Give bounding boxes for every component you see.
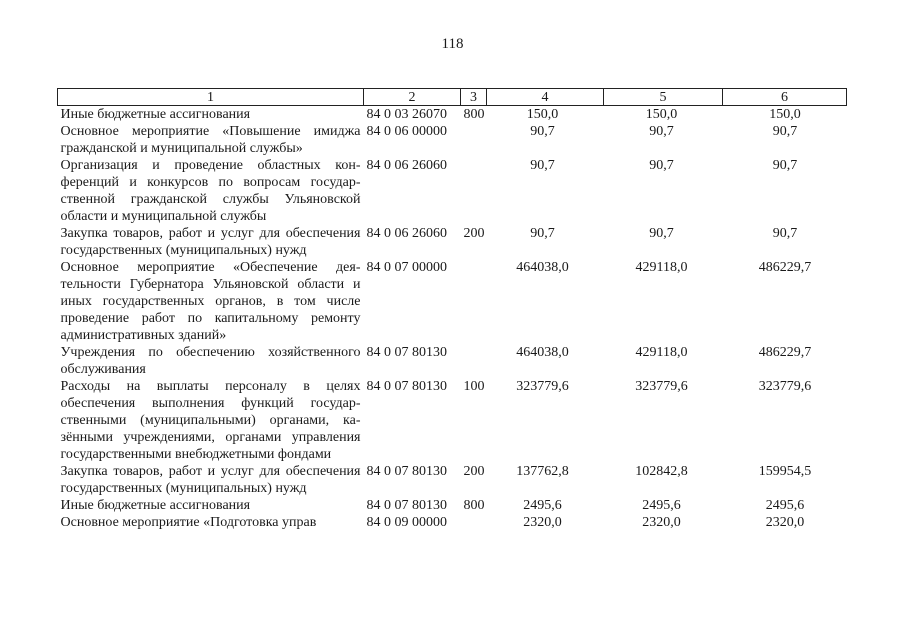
row-code: 84 0 06 00000 [366, 124, 447, 139]
row-value-6: 159954,5 [758, 464, 812, 479]
row-name: Основное мероприятие «Обеспечение деятельности Губернатора Ульяновской области и иных государственных органов, в том числе проведение работ по капитальному ремонту административных зданий» [60, 260, 361, 343]
row-name: Расходы на выплаты персоналу в целях обеспечения выполнения функций государственными (муниципальными) органами, казёнными учреждениями, органами управления государственными внебюджетными фондами [60, 379, 361, 462]
table-row [58, 106, 847, 124]
table-row [58, 157, 847, 225]
table-row [58, 497, 847, 514]
row-value-4: 90,7 [530, 158, 555, 173]
row-value-6: 90,7 [772, 124, 798, 139]
table-row [58, 378, 847, 463]
row-code: 84 0 07 80130 [366, 498, 447, 513]
table-row [58, 259, 847, 344]
row-value-4: 2495,6 [523, 498, 562, 513]
row-expense-type: 200 [463, 464, 485, 479]
row-code: 84 0 09 00000 [366, 515, 447, 530]
row-code: 84 0 03 26070 [366, 107, 447, 122]
row-value-5: 102842,8 [635, 464, 688, 479]
table-row [58, 463, 847, 497]
row-code: 84 0 07 80130 [366, 379, 447, 394]
row-value-6: 2495,6 [765, 498, 805, 513]
row-value-5: 90,7 [649, 226, 674, 241]
row-expense-type: 800 [463, 498, 485, 513]
row-expense-type: 200 [463, 226, 485, 241]
column-header-4: 4 [487, 89, 604, 106]
row-expense-type [461, 259, 487, 344]
column-header-2: 2 [364, 89, 461, 106]
row-expense-type [461, 123, 487, 157]
row-name: Закупка товаров, работ и услуг для обеспечения государственных (муниципальных) нужд [60, 464, 361, 496]
row-code: 84 0 06 26060 [366, 158, 447, 173]
row-expense-type [461, 157, 487, 225]
row-value-4: 464038,0 [516, 260, 569, 275]
row-name: Закупка товаров, работ и услуг для обеспечения государственных (муниципальных) нужд [60, 226, 361, 258]
row-value-4: 464038,0 [516, 345, 569, 360]
row-code: 84 0 07 80130 [366, 345, 447, 360]
row-expense-type [461, 344, 487, 378]
row-name: Учреждения по обеспечению хозяйственного обслуживания [60, 345, 361, 377]
row-name: Организация и проведение областных конференций и конкурсов по вопросам государственной гражданской службы Ульяновской области и муниципальной службы [60, 158, 361, 224]
row-value-6: 90,7 [772, 158, 798, 173]
budget-table [57, 88, 847, 531]
table-row [58, 123, 847, 157]
row-name: Основное мероприятие «Подготовка управ [60, 515, 317, 530]
row-value-6: 323779,6 [758, 379, 812, 394]
row-value-6: 2320,0 [765, 515, 805, 530]
row-value-4: 90,7 [530, 124, 555, 139]
column-header-1: 1 [58, 89, 364, 106]
row-value-4: 150,0 [526, 107, 559, 122]
row-value-6: 486229,7 [758, 345, 812, 360]
row-value-5: 2495,6 [642, 498, 681, 513]
row-code: 84 0 07 80130 [366, 464, 447, 479]
header-row [58, 89, 847, 106]
table-row [58, 344, 847, 378]
row-value-6: 90,7 [772, 226, 798, 241]
row-code: 84 0 06 26060 [366, 226, 447, 241]
column-header-3: 3 [461, 89, 487, 106]
column-header-5: 5 [604, 89, 723, 106]
row-expense-type [461, 514, 487, 531]
row-value-4: 90,7 [530, 226, 555, 241]
row-value-4: 137762,8 [516, 464, 569, 479]
row-code: 84 0 07 00000 [366, 260, 447, 275]
row-value-4: 2320,0 [523, 515, 562, 530]
table-row [58, 514, 847, 531]
row-value-5: 2320,0 [642, 515, 681, 530]
row-expense-type: 800 [463, 107, 485, 122]
row-value-6: 150,0 [769, 107, 801, 122]
column-header-6: 6 [723, 89, 847, 106]
row-name: Основное мероприятие «Повышение имиджа гражданской и муниципальной службы» [60, 124, 361, 156]
row-name: Иные бюджетные ассигнования [60, 107, 251, 122]
row-value-5: 429118,0 [635, 345, 688, 360]
row-value-5: 150,0 [645, 107, 678, 122]
row-name: Иные бюджетные ассигнования [60, 498, 251, 513]
page-number: 118 [441, 36, 464, 52]
row-value-5: 323779,6 [635, 379, 688, 394]
table-row [58, 225, 847, 259]
row-value-5: 429118,0 [635, 260, 688, 275]
row-expense-type: 100 [463, 379, 485, 394]
row-value-5: 90,7 [649, 124, 674, 139]
row-value-4: 323779,6 [516, 379, 569, 394]
row-value-5: 90,7 [649, 158, 674, 173]
row-value-6: 486229,7 [758, 260, 812, 275]
